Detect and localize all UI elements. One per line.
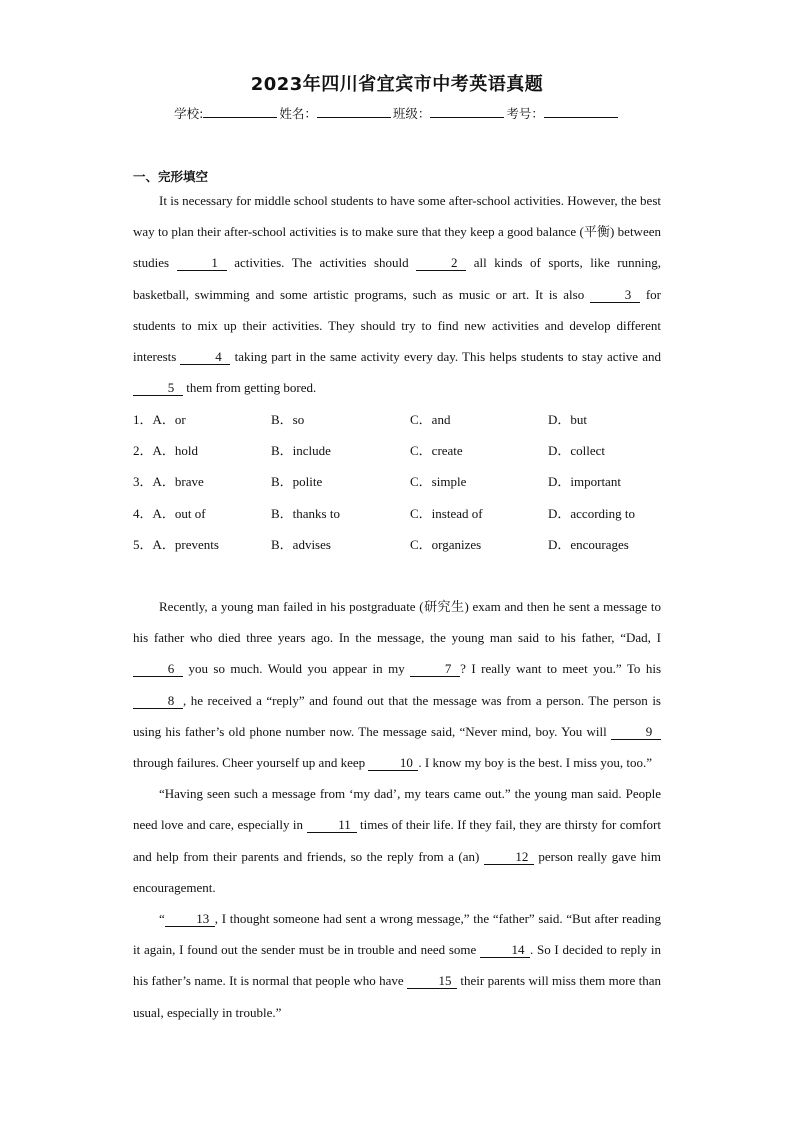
passage-text: for students to mix up their activities. They should try to find new activities and develop different interests [133,286,661,365]
question-4-options [133,498,693,529]
blank-12[interactable]: 12 [484,850,534,865]
option-3-C[interactable]: C．simple [410,474,467,490]
blank-15[interactable]: 15 [407,974,457,989]
option-5-D[interactable]: D．encourages [548,536,629,552]
option-1-C[interactable]: C．and [410,412,451,427]
passage-text: through failures. Cheer yourself up and keep [133,755,369,771]
passage-text: times of their life. If they fail, they are thirsty for comfort and help from their parents and friends, so the reply from a (an) [133,817,661,864]
paragraph [133,903,661,1028]
class-label: 班级： [392,106,431,121]
name-blank[interactable] [317,105,391,118]
school-blank[interactable] [203,105,277,118]
passage-text: ? I really want to meet you.” To his [460,661,661,677]
passage-text: activities. The activities should [226,255,417,271]
blank-6[interactable]: 6 [133,662,183,677]
option-3-A[interactable]: 3．A．brave [133,474,204,490]
school-field [174,104,279,122]
blank-8[interactable]: 8 [133,694,183,709]
option-3-B[interactable]: B．polite [271,474,323,490]
paragraph [133,778,661,903]
paragraph [133,185,661,403]
exam-number-blank[interactable] [544,105,618,118]
passage-text: Recently, a young man failed in his postgraduate (研究生) exam and then he sent a message to his father who died three years ago. In the message, the young man said to his father, “Dad, I [133,599,661,646]
option-3-D[interactable]: D．important [548,474,621,490]
exam-number-label: 考号： [506,106,544,121]
blank-9[interactable]: 9 [611,725,661,740]
passage-text: . I know my boy is the best. I miss you, too.” [418,755,653,771]
option-1-A[interactable]: 1．A．or [133,412,186,427]
option-2-D[interactable]: D．collect [548,443,606,459]
exam-number-field [506,104,620,122]
option-1-B[interactable]: B．so [271,412,305,427]
section-heading: 一、完形填空 [133,169,209,184]
passage-2 [133,591,661,1028]
option-5-C[interactable]: C．organizes [410,536,482,552]
blank-3[interactable]: 3 [590,288,640,303]
page-title: 2023年四川省宜宾市中考英语真题 [250,74,544,95]
paragraph [133,591,661,778]
passage-text: “Having seen such a message from ‘my dad’, my tears came out.” the young man said. People need love and care, especially in [133,786,661,833]
class-field [393,104,507,122]
option-2-B[interactable]: B．include [271,443,331,459]
passage-text: person really gave him encouragement. [133,848,661,895]
passage-text: , I thought someone had sent a wrong message,” the “father” said. “But after reading it again, I found out the sender must be in trouble and need some [133,911,661,958]
passage-text: . So I decided to reply in his father’s name. It is normal that people who have [133,942,661,989]
blank-13[interactable]: 13 [165,912,215,927]
blank-5[interactable]: 5 [133,381,183,396]
question-5-options [133,529,693,560]
question-1-options [133,404,693,435]
option-2-A[interactable]: 2．A．hold [133,443,199,459]
blank-2[interactable]: 2 [416,256,466,271]
passage-1 [133,185,661,403]
question-3-options [133,466,693,497]
student-info-line [0,104,794,122]
option-4-D[interactable]: D．according to [548,505,636,521]
passage-text: “ [159,911,165,927]
passage-text: It is necessary for middle school students to have some after-school activities. However, the best way to plan their after-school activities is to make sure that they keep a good balance (平衡) between studies [133,193,661,271]
question-2-options [133,435,693,466]
blank-11[interactable]: 11 [307,818,357,833]
school-label: 学校: [174,106,204,121]
blank-7[interactable]: 7 [410,662,460,677]
option-2-C[interactable]: C．create [410,443,463,459]
blank-10[interactable]: 10 [368,756,418,771]
passage-text: them from getting bored. [183,380,317,396]
passage-text: , he received a “reply” and found out that the message was from a person. The person is using his father’s old phone number now. The message said, “Never mind, boy. You will [133,692,661,739]
name-label: 姓名： [279,106,317,121]
blank-4[interactable]: 4 [180,350,230,365]
option-4-B[interactable]: B．thanks to [271,505,340,521]
option-5-B[interactable]: B．advises [271,536,331,552]
blank-1[interactable]: 1 [177,256,227,271]
options-list [133,404,693,560]
passage-text: all kinds of sports, like running, basketball, swimming and some artistic programs, such as music or art. It is also [133,255,661,302]
passage-text: you so much. Would you appear in my [183,661,411,677]
option-5-A[interactable]: 5．A．prevents [133,536,219,552]
blank-14[interactable]: 14 [480,943,530,958]
passage-text: their parents will miss them more than usual, especially in trouble.” [133,973,662,1020]
name-field [279,104,393,122]
option-4-C[interactable]: C．instead of [410,505,483,521]
passage-text: taking part in the same activity every day. This helps students to stay active and [230,349,661,365]
class-blank[interactable] [430,105,504,118]
option-4-A[interactable]: 4．A．out of [133,505,206,521]
option-1-D[interactable]: D．but [548,412,588,427]
